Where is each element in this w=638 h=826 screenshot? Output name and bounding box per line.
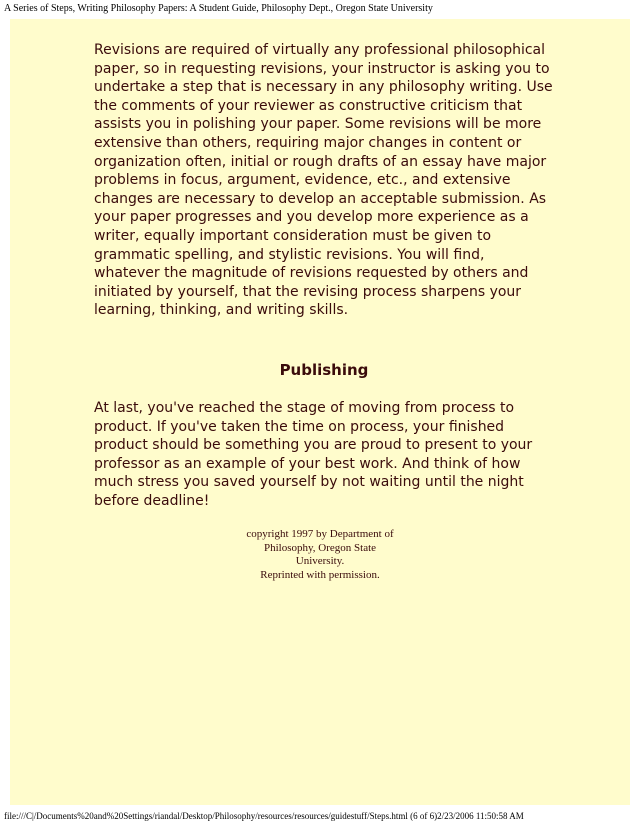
copyright-notice — [210, 528, 430, 582]
copyright-line: copyright 1997 by Department of — [246, 528, 394, 540]
print-footer-path: file:///C|/Documents%20and%20Settings/riandal/Desktop/Philosophy/resources/resources/guidestuff/Steps.html (6 of 6)2/23/2006 11:50:58 AM — [4, 811, 524, 821]
print-header-title: A Series of Steps, Writing Philosophy Papers: A Student Guide, Philosophy Dept., Oregon State University — [4, 3, 433, 14]
publishing-heading: Publishing — [279, 361, 369, 379]
copyright-line: Philosophy, Oregon State — [263, 541, 377, 554]
copyright-line: University. — [295, 555, 345, 567]
copyright-line: Reprinted with permission. — [260, 568, 380, 581]
publishing-paragraph: At last, you've reached the stage of moving from process to product. If you've taken the time on process, your finished product should be something you are proud to present to your professor as an example of your best work. And think of how much stress you saved yourself by not waiting until the night before deadline! — [94, 400, 533, 509]
revisions-paragraph: Revisions are required of virtually any professional philosophical paper, so in requesting revisions, your instructor is asking you to undertake a step that is necessary in any philosophy writing. Use the comments of your reviewer as constructive criticism that assists you in polishing your paper. Some revisions will be more extensive than others, requiring major changes in content or organization often, initial or rough drafts of an essay have major problems in focus, argument, evidence, etc., and extensive changes are necessary to develop an acceptable submission. As your paper progresses and you develop more experience as a writer, equally important consideration must be given to grammatic spelling, and stylistic revisions. You will find, whatever the magnitude of revisions requested by others and initiated by yourself, that the revising process sharpens your learning, thinking, and writing skills. — [94, 42, 553, 319]
page-content-panel — [10, 19, 630, 805]
